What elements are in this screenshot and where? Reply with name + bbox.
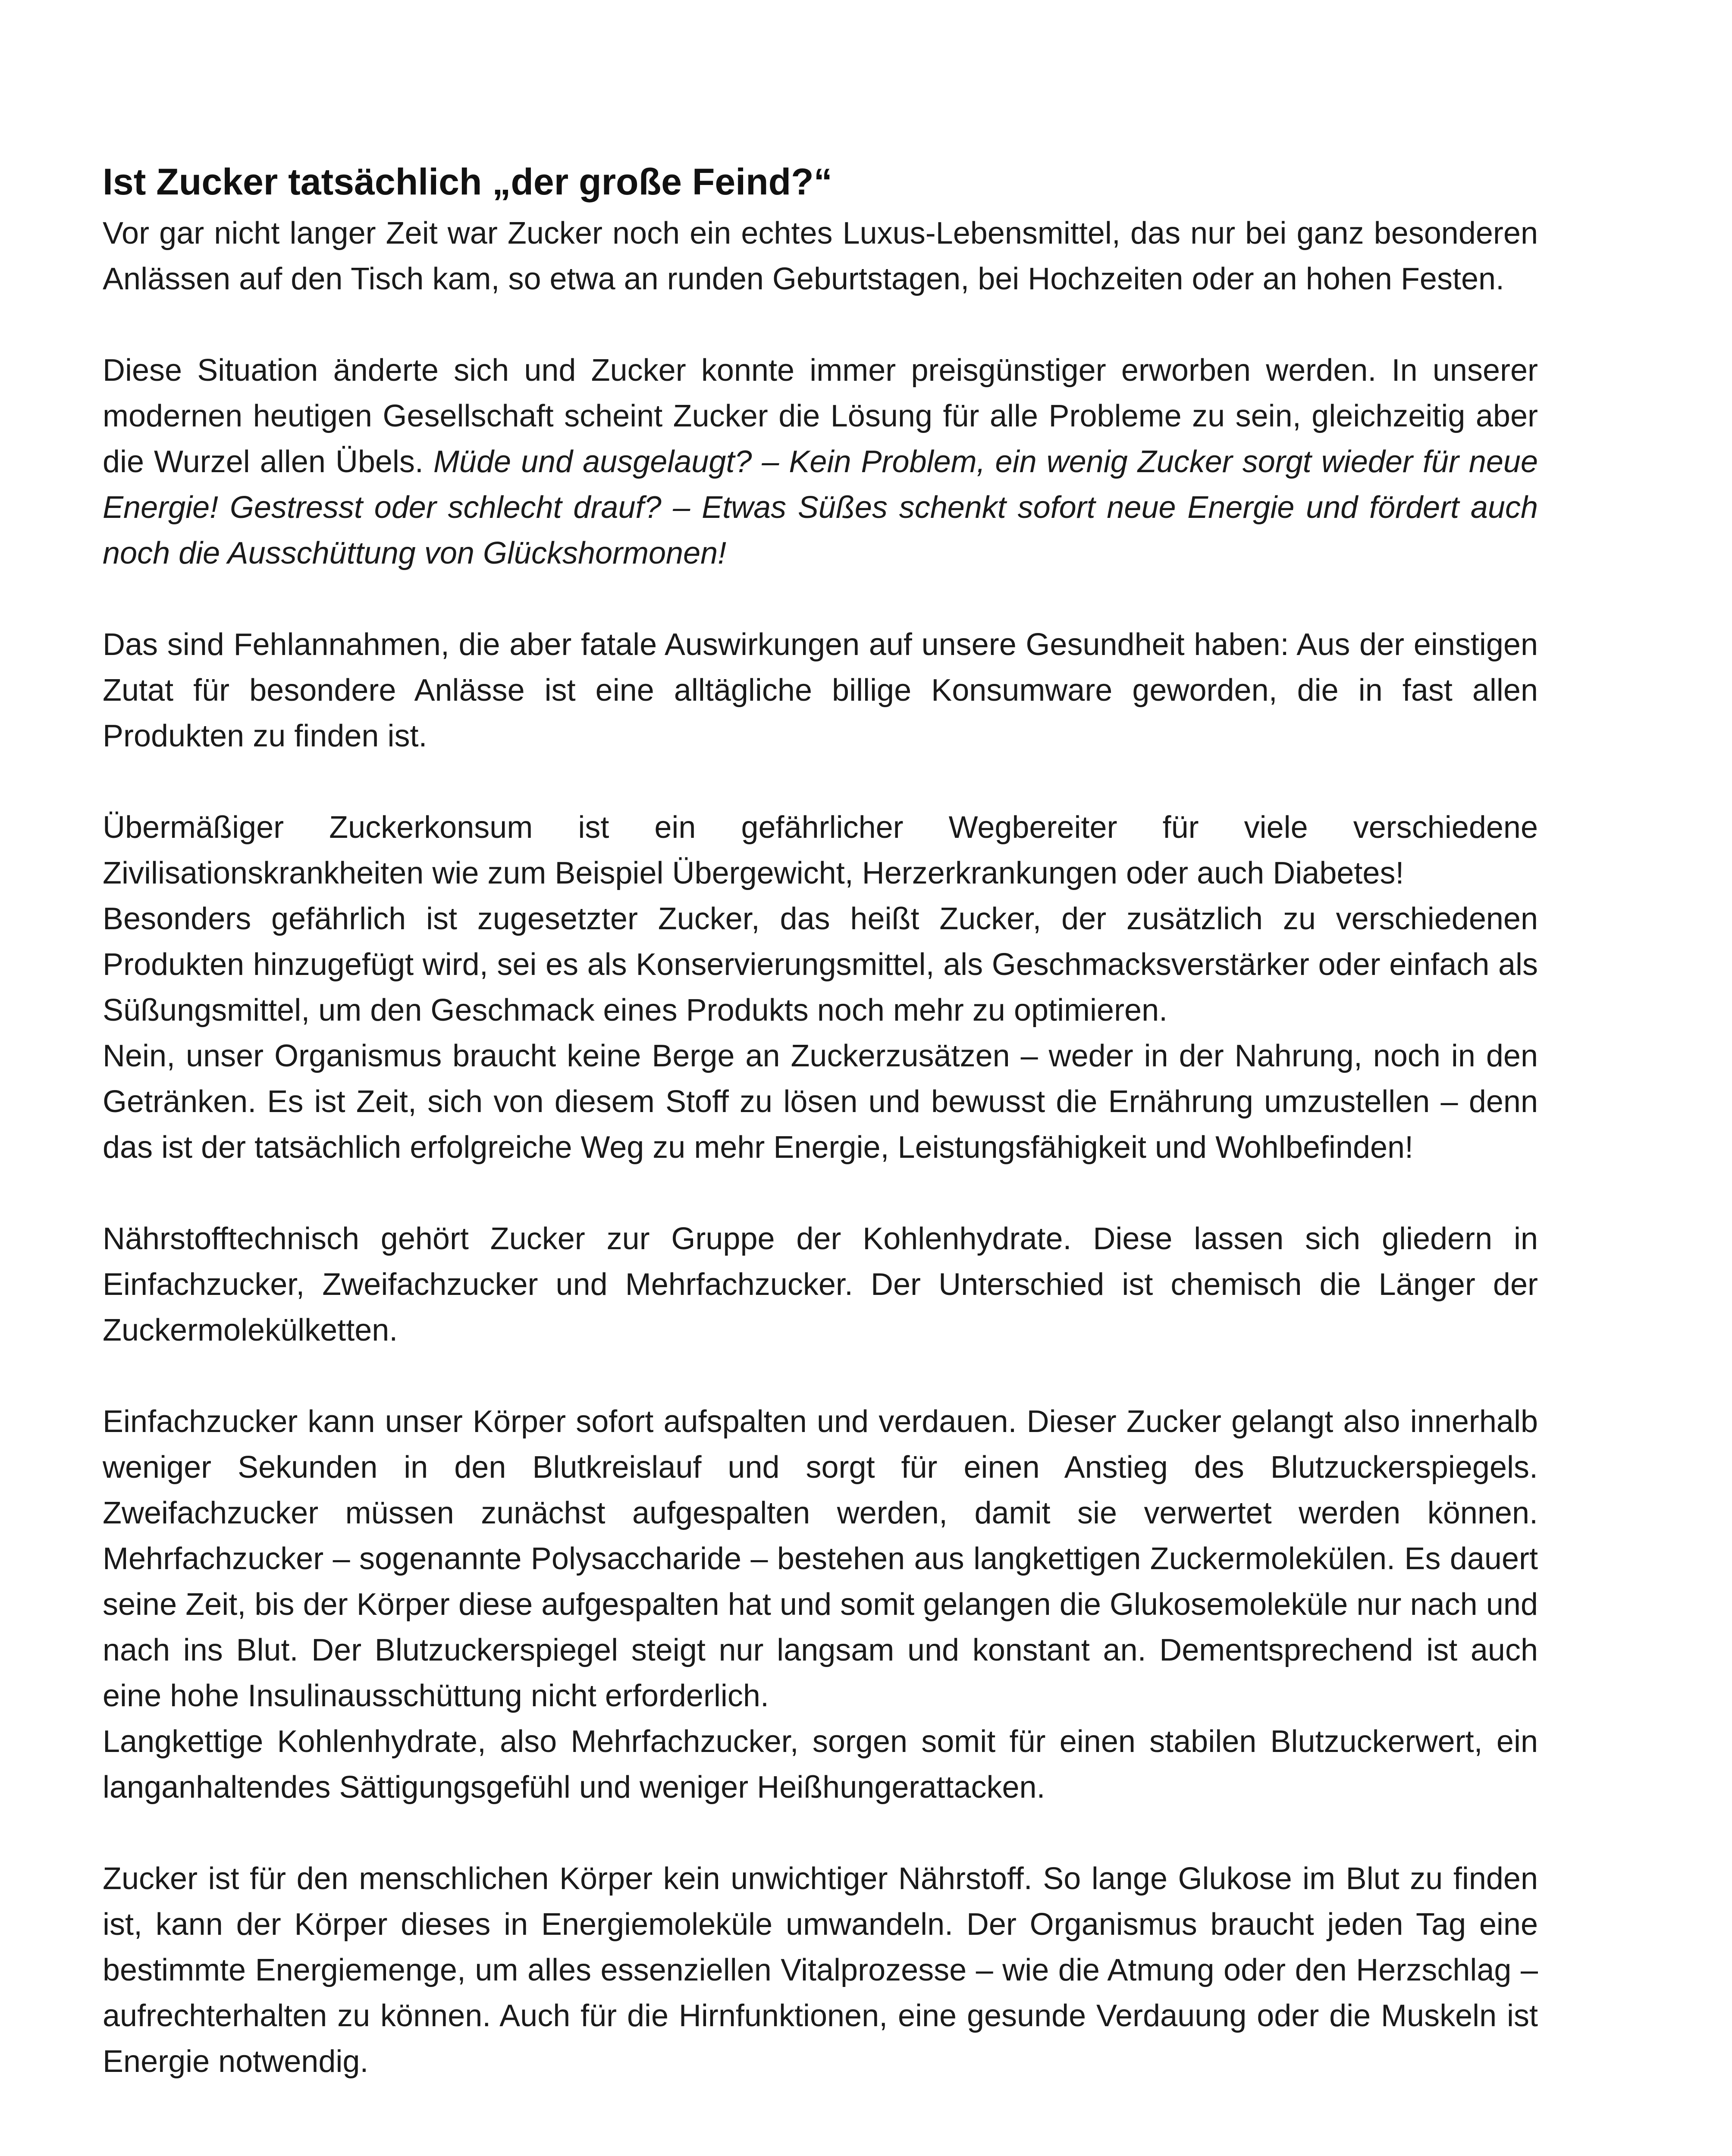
- page-content: [103, 156, 1538, 2130]
- section-heading: Ist Zucker tatsächlich „der große Feind?“: [103, 161, 832, 203]
- paragraph-excess-consumption: Übermäßiger Zuckerkonsum ist ein gefährlicher Wegbereiter für viele verschiedene Zivilisationskrankheiten wie zum Beispiel Übergewicht, Herzerkrankungen oder auch Diabetes!: [103, 810, 1538, 890]
- paragraph-situation-italic-quote: Müde und ausgelaugt? – Kein Problem, ein wenig Zucker sorgt wieder für neue Energie! Gestresst oder schlecht drauf? – Etwas Süßes schenkt sofort neue Energie und fördert auch noch die Ausschüttung von Glückshormonen!: [103, 445, 1538, 570]
- paragraph-situation: [103, 348, 1538, 576]
- paragraph-sugar-types: Einfachzucker kann unser Körper sofort aufspalten und verdauen. Dieser Zucker gelangt also innerhalb weniger Sekunden in den Blutkreislauf und sorgt für einen Anstieg des Blutzuckerspiegels. Zweifachzucker müssen zunächst aufgespalten werden, damit sie verwertet werden können. Mehrfachzucker – sogenannte Polysaccharide – bestehen aus langkettigen Zuckermolekülen. Es dauert seine Zeit, bis der Körper diese aufgespalten hat und somit gelangen die Glukosemoleküle nur nach und nach ins Blut. Der Blutzuckerspiegel steigt nur langsam und konstant an. Dementsprechend ist auch eine hohe Insulinausschüttung nicht erforderlich.: [103, 1404, 1538, 1713]
- paragraph-misconceptions: Das sind Fehlannahmen, die aber fatale Auswirkungen auf unsere Gesundheit haben: Aus der einstigen Zutat für besondere Anlässe ist eine alltägliche billige Konsumware geworden, die in fast allen Produkten zu finden ist.: [103, 627, 1538, 753]
- paragraph-added-sugar: Besonders gefährlich ist zugesetzter Zucker, das heißt Zucker, der zusätzlich zu verschiedenen Produkten hinzugefügt wird, sei es als Konservierungsmittel, als Geschmacksverstärker oder einfach als Süßungsmittel, um den Geschmack eines Produkts noch mehr zu optimieren.: [103, 902, 1538, 1028]
- paragraph-situation-text: Diese Situation änderte sich und Zucker konnte immer preisgünstiger erworben werden. In unserer modernen heutigen Gesellschaft scheint Zucker die Lösung für alle Probleme zu sein, gleichzeitig aber die Wurzel allen Übels.: [103, 353, 1538, 479]
- paragraph-energy: Zucker ist für den menschlichen Körper kein unwichtiger Nährstoff. So lange Glukose im Blut zu finden ist, kann der Körper dieses in Energiemoleküle umwandeln. Der Organismus braucht jeden Tag eine bestimmte Energiemenge, um alles essenziellen Vitalprozesse – wie die Atmung oder den Herzschlag – aufrechterhalten zu können. Auch für die Hirnfunktionen, eine gesunde Verdauung oder die Muskeln ist Energie notwendig.: [103, 1861, 1538, 2079]
- paragraph-organism: Nein, unser Organismus braucht keine Berge an Zuckerzusätzen – weder in der Nahrung, noch in den Getränken. Es ist Zeit, sich von diesem Stoff zu lösen und bewusst die Ernährung umzustellen – denn das ist der tatsächlich erfolgreiche Weg zu mehr Energie, Leistungsfähigkeit und Wohlbefinden!: [103, 1039, 1538, 1165]
- paragraph-long-chain: Langkettige Kohlenhydrate, also Mehrfachzucker, sorgen somit für einen stabilen Blutzuckerwert, ein langanhaltendes Sättigungsgefühl und weniger Heißhungerattacken.: [103, 1724, 1538, 1805]
- paragraph-carbohydrates: Nährstofftechnisch gehört Zucker zur Gruppe der Kohlenhydrate. Diese lassen sich gliedern in Einfachzucker, Zweifachzucker und Mehrfachzucker. Der Unterschied ist chemisch die Länger der Zuckermolekülketten.: [103, 1222, 1538, 1348]
- paragraph-intro: Vor gar nicht langer Zeit war Zucker noch ein echtes Luxus-Lebensmittel, das nur bei ganz besonderen Anlässen auf den Tisch kam, so etwa an runden Geburtstagen, bei Hochzeiten oder an hohen Festen.: [103, 216, 1538, 296]
